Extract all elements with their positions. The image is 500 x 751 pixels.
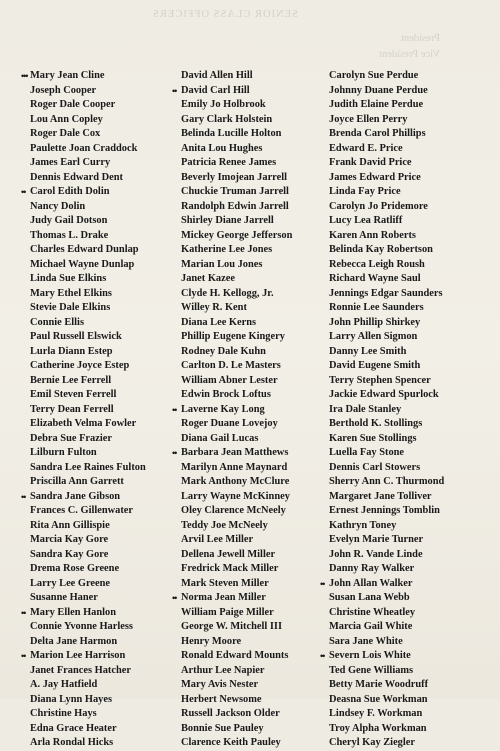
list-item	[30, 98, 178, 113]
student-name: Priscilla Ann Garrett	[30, 476, 124, 487]
list-item	[181, 664, 326, 679]
list-item	[181, 562, 326, 577]
list-item	[30, 577, 178, 592]
honor-mark: ••	[172, 448, 177, 458]
list-item	[329, 722, 499, 737]
list-item	[30, 272, 178, 287]
list-item	[181, 417, 326, 432]
student-name: John R. Vande Linde	[329, 548, 423, 560]
student-name: Ira Dale Stanley	[329, 403, 402, 415]
student-name: Connie Yvonne Harless	[30, 621, 133, 632]
student-name: Christine Wheatley	[329, 606, 416, 618]
student-name: Sandra Jane Gibson	[30, 490, 121, 502]
honor-mark: ••	[21, 651, 26, 661]
honor-mark: ••	[172, 85, 177, 96]
student-name: Susan Lana Webb	[329, 592, 410, 603]
student-name: Delta Jane Harmon	[30, 635, 118, 647]
student-name: Shirley Diane Jarrell	[181, 215, 274, 226]
student-name: Linda Fay Price	[329, 186, 401, 197]
student-name: Roger Dale Cox	[30, 128, 101, 139]
list-item	[30, 432, 178, 447]
list-item	[329, 69, 499, 84]
student-name: Berthold K. Stollings	[329, 418, 423, 429]
list-item	[30, 403, 178, 418]
student-name: Oley Clarence McNeely	[181, 505, 286, 516]
list-item	[329, 620, 499, 635]
list-item	[329, 374, 499, 389]
list-item	[181, 678, 326, 693]
list-item	[329, 475, 499, 490]
list-item	[181, 200, 326, 215]
list-item	[329, 446, 499, 461]
student-name: William Abner Lester	[181, 374, 278, 386]
student-name: Elizabeth Velma Fowler	[30, 418, 137, 429]
list-item	[30, 475, 178, 490]
list-item	[329, 519, 499, 534]
list-item	[30, 533, 178, 548]
student-name: Janet Kazee	[181, 273, 235, 284]
student-name: Troy Alpha Workman	[329, 722, 427, 734]
student-name: Danny Ray Walker	[329, 563, 415, 574]
list-item	[329, 533, 499, 548]
list-item	[181, 519, 326, 534]
student-name: Laverne Kay Long	[181, 403, 265, 415]
list-item	[329, 287, 499, 302]
student-name: Roger Duane Lovejoy	[181, 418, 278, 429]
student-name: Sherry Ann C. Thurmond	[329, 476, 445, 487]
student-name: Carlton D. Le Masters	[181, 360, 281, 371]
student-name: Jennings Edgar Saunders	[329, 287, 443, 299]
list-item	[329, 461, 499, 476]
student-name: Paulette Joan Craddock	[30, 142, 138, 154]
list-item	[329, 113, 499, 128]
student-name: John Phillip Shirkey	[329, 316, 421, 328]
student-name: Brenda Carol Phillips	[329, 128, 426, 139]
student-name: Lucy Lea Ratliff	[329, 215, 403, 226]
list-item	[329, 678, 499, 693]
student-name: Sara Jane White	[329, 635, 403, 647]
honor-mark: ••	[21, 491, 26, 502]
list-item	[181, 258, 326, 273]
list-item	[181, 635, 326, 650]
student-name: Terry Dean Ferrell	[30, 403, 114, 415]
list-item	[329, 345, 499, 360]
student-name: James Edward Price	[329, 171, 421, 183]
student-name: Marcia Kay Gore	[30, 534, 109, 545]
student-name: Russell Jackson Older	[181, 708, 280, 719]
list-item	[172, 591, 326, 606]
student-name: Linda Sue Elkins	[30, 273, 107, 284]
honor-mark: ••	[172, 593, 177, 603]
list-item	[329, 490, 499, 505]
student-name: Randolph Edwin Jarrell	[181, 200, 289, 212]
list-item	[181, 301, 326, 316]
student-name: Susanne Haner	[30, 592, 98, 603]
list-item	[30, 171, 178, 186]
student-name: Barbara Jean Matthews	[181, 447, 289, 458]
list-item	[181, 316, 326, 331]
list-item	[181, 98, 326, 113]
student-name: Edna Grace Heater	[30, 722, 117, 734]
student-name: Lurla Diann Estep	[30, 345, 113, 357]
list-item	[30, 722, 178, 737]
student-name: Joseph Cooper	[30, 84, 97, 96]
list-item	[181, 693, 326, 708]
student-name: Arvil Lee Miller	[181, 534, 254, 545]
list-item	[181, 272, 326, 287]
list-item	[181, 113, 326, 128]
list-item	[30, 591, 178, 606]
student-name: Patricia Renee James	[181, 157, 277, 168]
list-item	[329, 214, 499, 229]
list-item	[181, 490, 326, 505]
list-item	[30, 243, 178, 258]
list-item	[30, 200, 178, 215]
list-item	[181, 374, 326, 389]
student-name: Edward E. Price	[329, 142, 403, 154]
list-item	[30, 301, 178, 316]
list-item	[30, 678, 178, 693]
student-name: Larry Allen Sigmon	[329, 331, 418, 342]
student-name: Frank David Price	[329, 157, 412, 168]
list-item	[172, 446, 326, 461]
list-item	[329, 171, 499, 186]
name-column-1	[21, 69, 178, 751]
list-item	[329, 200, 499, 215]
list-item	[329, 301, 499, 316]
student-name: Bernie Lee Ferrell	[30, 374, 112, 386]
list-item	[181, 649, 326, 664]
list-item	[181, 243, 326, 258]
list-item	[181, 127, 326, 142]
list-item	[21, 69, 178, 84]
student-name: Ronnie Lee Saunders	[329, 302, 424, 313]
student-name: Carolyn Sue Perdue	[329, 70, 419, 81]
student-name: Mark Steven Miller	[181, 577, 269, 589]
list-item	[181, 171, 326, 186]
list-item	[181, 461, 326, 476]
student-name: Mary Jean Cline	[30, 70, 105, 81]
student-name: Rodney Dale Kuhn	[181, 345, 266, 357]
list-item	[329, 156, 499, 171]
student-name: Danny Lee Smith	[329, 345, 407, 357]
name-column-2	[172, 69, 326, 751]
honor-mark: •••	[21, 71, 28, 81]
student-name: Frances C. Gillenwater	[30, 505, 134, 516]
student-name: Larry Wayne McKinney	[181, 490, 290, 502]
student-name: Anita Lou Hughes	[181, 142, 263, 154]
student-name: James Earl Curry	[30, 157, 111, 168]
student-name: A. Jay Hatfield	[30, 679, 98, 690]
list-item	[30, 229, 178, 244]
student-name: Stevie Dale Elkins	[30, 302, 111, 313]
list-item	[30, 446, 178, 461]
student-name: Teddy Joe McNeely	[181, 519, 268, 531]
student-name: Paul Russell Elswick	[30, 331, 122, 342]
list-item	[181, 475, 326, 490]
list-item	[30, 562, 178, 577]
student-name: Clyde H. Kellogg, Jr.	[181, 287, 274, 299]
student-name: Sandra Kay Gore	[30, 548, 109, 560]
student-name: Gary Clark Holstein	[181, 113, 273, 125]
student-name: David Allen Hill	[181, 70, 253, 81]
student-name: Cheryl Kay Ziegler	[329, 737, 415, 748]
student-name: Lilburn Fulton	[30, 447, 97, 458]
list-item	[181, 345, 326, 360]
student-name: Severn Lois White	[329, 650, 411, 661]
list-item	[329, 562, 499, 577]
student-name: Janet Frances Hatcher	[30, 664, 131, 676]
list-item	[329, 243, 499, 258]
student-name: Richard Wayne Saul	[329, 273, 421, 284]
student-name: Willey R. Kent	[181, 302, 247, 313]
student-name: Katherine Lee Jones	[181, 244, 273, 255]
list-item	[329, 635, 499, 650]
list-item	[329, 693, 499, 708]
list-item	[181, 214, 326, 229]
student-name: William Paige Miller	[181, 606, 274, 618]
student-name: Ronald Edward Mounts	[181, 650, 289, 661]
list-item	[329, 606, 499, 621]
student-name: Connie Ellis	[30, 316, 84, 328]
list-item	[21, 649, 178, 664]
student-name: Joyce Ellen Perry	[329, 113, 408, 125]
list-item	[329, 84, 499, 99]
list-item	[30, 417, 178, 432]
student-name: Carolyn Jo Pridemore	[329, 200, 428, 212]
list-item	[329, 591, 499, 606]
student-name: Emil Steven Ferrell	[30, 389, 117, 400]
student-name: Arthur Lee Napier	[181, 664, 265, 676]
list-item	[329, 258, 499, 273]
student-name: Roger Dale Cooper	[30, 99, 116, 110]
student-name: Lou Ann Copley	[30, 113, 103, 125]
name-column-3	[320, 69, 499, 751]
list-item	[181, 185, 326, 200]
list-item	[329, 359, 499, 374]
list-item	[329, 504, 499, 519]
student-name: Thomas L. Drake	[30, 229, 109, 241]
student-name: Karen Ann Roberts	[329, 229, 416, 241]
student-name: Bonnie Sue Pauley	[181, 722, 264, 734]
list-item	[329, 548, 499, 563]
student-name: Dellena Jewell Miller	[181, 548, 276, 560]
student-name: Johnny Duane Perdue	[329, 84, 428, 96]
student-name: Judy Gail Dotson	[30, 215, 108, 226]
student-name: Ernest Jennings Tomblin	[329, 505, 440, 516]
student-name: Mickey George Jefferson	[181, 229, 293, 241]
bleed-through-text: SENIOR CLASS OFFICERS President Vice President	[152, 9, 440, 60]
list-item	[320, 649, 499, 664]
list-item	[329, 185, 499, 200]
list-item	[21, 490, 178, 505]
student-name: Mary Ethel Elkins	[30, 287, 112, 299]
student-name: Larry Lee Greene	[30, 577, 111, 589]
student-name: Marilyn Anne Maynard	[181, 461, 288, 473]
list-item	[30, 316, 178, 331]
list-item	[30, 258, 178, 273]
student-name: Belinda Lucille Holton	[181, 128, 282, 139]
list-item	[30, 84, 178, 99]
list-item	[30, 548, 178, 563]
student-name: Jackie Edward Spurlock	[329, 389, 439, 400]
list-item	[30, 142, 178, 157]
student-name: David Carl Hill	[181, 84, 250, 96]
student-name: Lindsey F. Workman	[329, 708, 423, 719]
honor-mark: ••	[21, 607, 26, 618]
list-item	[181, 533, 326, 548]
list-item	[30, 359, 178, 374]
student-name: Dennis Carl Stowers	[329, 461, 421, 473]
student-name: Karen Sue Stollings	[329, 432, 417, 444]
student-name: Marion Lee Harrison	[30, 650, 126, 661]
list-item	[329, 388, 499, 403]
student-name: Diana Lynn Hayes	[30, 693, 112, 705]
list-item	[30, 127, 178, 142]
list-item	[30, 635, 178, 650]
list-item	[329, 272, 499, 287]
list-item	[181, 736, 326, 751]
student-name: George W. Mitchell III	[181, 621, 283, 632]
student-name: Debra Sue Frazier	[30, 432, 112, 444]
student-name: Mary Ellen Hanlon	[30, 606, 117, 618]
list-item	[329, 127, 499, 142]
list-item	[181, 504, 326, 519]
student-name: Belinda Kay Robertson	[329, 244, 433, 255]
student-name: Marian Lou Jones	[181, 258, 263, 270]
list-item	[329, 316, 499, 331]
student-name: David Eugene Smith	[329, 360, 421, 371]
list-item	[329, 707, 499, 722]
student-name: Rita Ann Gillispie	[30, 519, 110, 531]
list-item	[30, 707, 178, 722]
student-name: Sandra Lee Raines Fulton	[30, 461, 146, 473]
student-name: Diana Lee Kerns	[181, 316, 257, 328]
list-item	[30, 214, 178, 229]
list-item	[329, 736, 499, 751]
list-item	[329, 403, 499, 418]
student-name: Luella Fay Stone	[329, 447, 405, 458]
list-item	[329, 417, 499, 432]
student-name: Mark Anthony McClure	[181, 476, 290, 487]
student-name: Evelyn Marie Turner	[329, 534, 424, 545]
list-item	[329, 98, 499, 113]
student-name: Catherine Joyce Estep	[30, 360, 130, 371]
list-item	[30, 693, 178, 708]
student-name: Nancy Dolin	[30, 200, 86, 212]
student-name: Clarence Keith Pauley	[181, 737, 281, 748]
list-item	[181, 359, 326, 374]
list-item	[181, 287, 326, 302]
list-item	[21, 606, 178, 621]
student-name: Beverly Imojean Jarrell	[181, 171, 287, 183]
student-name: Margaret Jane Tolliver	[329, 490, 432, 502]
list-item	[30, 664, 178, 679]
list-item	[172, 403, 326, 418]
student-name: Ted Gene Williams	[329, 664, 414, 676]
list-item	[30, 156, 178, 171]
student-name: Fredrick Mack Miller	[181, 563, 279, 574]
list-item	[181, 548, 326, 563]
honor-mark: ••	[21, 187, 26, 197]
list-item	[181, 606, 326, 621]
list-item	[30, 620, 178, 635]
student-name: Judith Elaine Perdue	[329, 99, 424, 110]
student-name: Marcia Gail White	[329, 621, 413, 632]
list-item	[329, 229, 499, 244]
student-name: Drema Rose Greene	[30, 563, 120, 574]
student-name: Rebecca Leigh Roush	[329, 258, 425, 270]
student-name: Betty Marie Woodruff	[329, 679, 429, 690]
list-item	[181, 156, 326, 171]
list-item	[181, 229, 326, 244]
student-name: Arla Rondal Hicks	[30, 737, 114, 748]
list-item	[181, 388, 326, 403]
list-item	[30, 504, 178, 519]
list-item	[181, 432, 326, 447]
list-item	[181, 620, 326, 635]
list-item	[329, 432, 499, 447]
student-name: Dennis Edward Dent	[30, 171, 123, 183]
honor-mark: ••	[320, 578, 325, 589]
honor-mark: ••	[320, 651, 325, 661]
list-item	[329, 142, 499, 157]
student-name: Charles Edward Dunlap	[30, 244, 139, 255]
student-name: Carol Edith Dolin	[30, 186, 110, 197]
student-name: Chuckie Truman Jarrell	[181, 186, 289, 197]
student-name: Norma Jean Miller	[181, 592, 266, 603]
student-name: Herbert Newsome	[181, 693, 262, 705]
list-item	[181, 69, 326, 84]
list-item	[172, 84, 326, 99]
list-item	[30, 461, 178, 476]
student-name: Henry Moore	[181, 635, 242, 647]
student-name: John Allan Walker	[329, 577, 413, 589]
list-item	[181, 707, 326, 722]
list-item	[181, 330, 326, 345]
student-name: Diana Gail Lucas	[181, 432, 259, 444]
list-item	[30, 388, 178, 403]
student-name: Kathryn Toney	[329, 519, 397, 531]
list-item	[320, 577, 499, 592]
student-name: Christine Hays	[30, 708, 97, 719]
list-item	[30, 374, 178, 389]
student-name: Michael Wayne Dunlap	[30, 258, 135, 270]
list-item	[329, 330, 499, 345]
list-item	[21, 185, 178, 200]
student-name: Deasna Sue Workman	[329, 693, 428, 705]
list-item	[30, 287, 178, 302]
list-item	[30, 519, 178, 534]
list-item	[30, 345, 178, 360]
list-item	[181, 722, 326, 737]
student-name: Terry Stephen Spencer	[329, 374, 431, 386]
list-item	[30, 113, 178, 128]
honor-mark: ••	[172, 404, 177, 415]
list-item	[181, 577, 326, 592]
student-name: Mary Avis Nester	[181, 679, 259, 690]
list-item	[181, 142, 326, 157]
student-name: Emily Jo Holbrook	[181, 99, 266, 110]
student-name: Phillip Eugene Kingery	[181, 331, 285, 342]
list-item	[30, 330, 178, 345]
student-name: Edwin Brock Loftus	[181, 389, 271, 400]
list-item	[329, 664, 499, 679]
list-item	[30, 736, 178, 751]
